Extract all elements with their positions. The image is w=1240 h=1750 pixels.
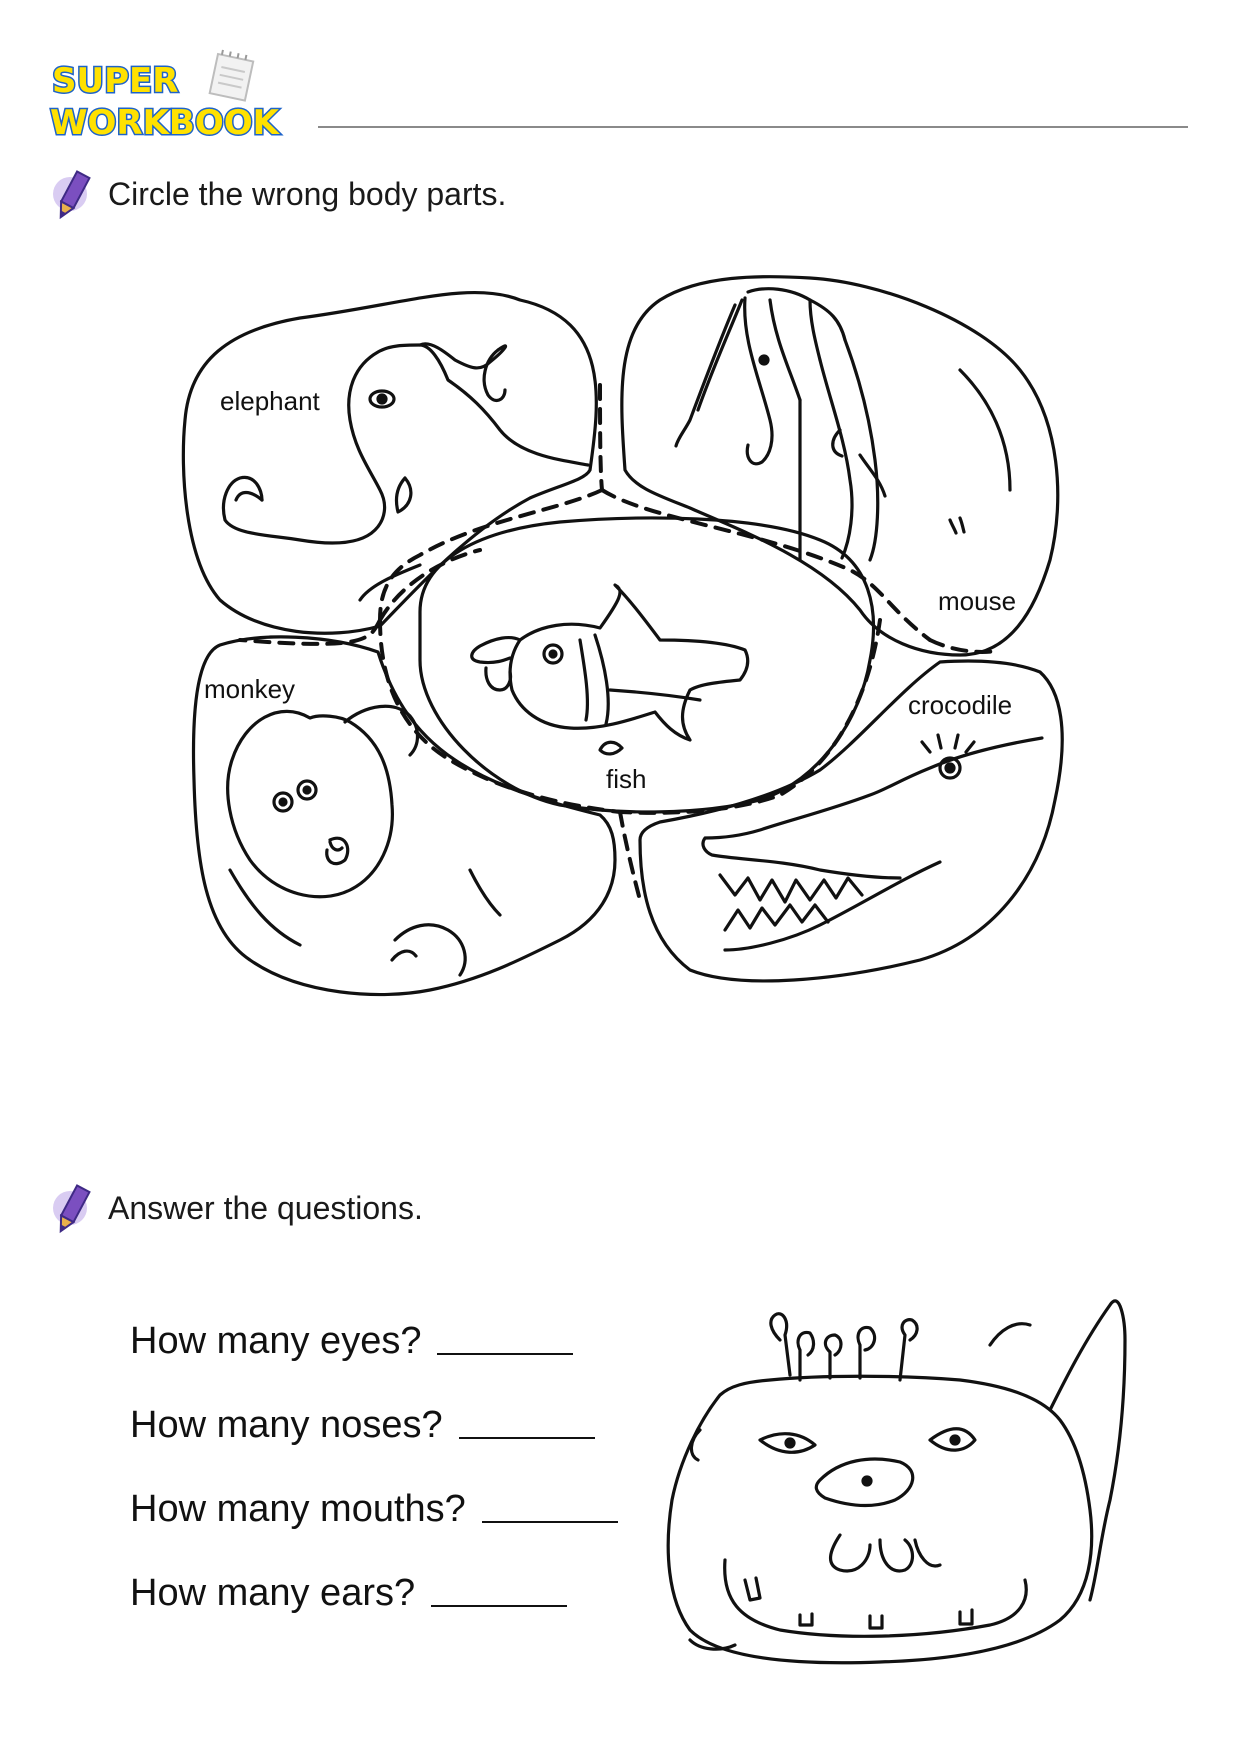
question-text: How many ears? [130, 1572, 416, 1614]
label-monkey: monkey [204, 674, 296, 704]
question-eyes [130, 1320, 573, 1363]
label-crocodile: crocodile [908, 690, 1013, 720]
elephant-panel [183, 293, 596, 634]
answer-blank[interactable] [431, 1603, 567, 1607]
instruction-answer-questions: Answer the questions. [108, 1190, 423, 1226]
question-text: How many eyes? [130, 1320, 422, 1362]
label-mouse: mouse [938, 586, 1017, 616]
question-ears [130, 1572, 567, 1615]
answer-blank[interactable] [459, 1435, 595, 1439]
label-elephant: elephant [220, 386, 320, 416]
answer-blank[interactable] [437, 1351, 573, 1355]
instruction-circle-wrong-parts: Circle the wrong body parts. [108, 176, 507, 212]
question-text: How many noses? [130, 1404, 443, 1446]
pencil-icon [50, 1182, 94, 1238]
question-text: How many mouths? [130, 1488, 466, 1530]
question-noses [130, 1404, 595, 1447]
answer-blank[interactable] [482, 1519, 618, 1523]
logo-line-1: SUPER [52, 61, 179, 101]
label-fish: fish [606, 764, 647, 794]
question-mouths [130, 1488, 618, 1531]
logo-line-2: WORKBOOK [50, 103, 280, 143]
